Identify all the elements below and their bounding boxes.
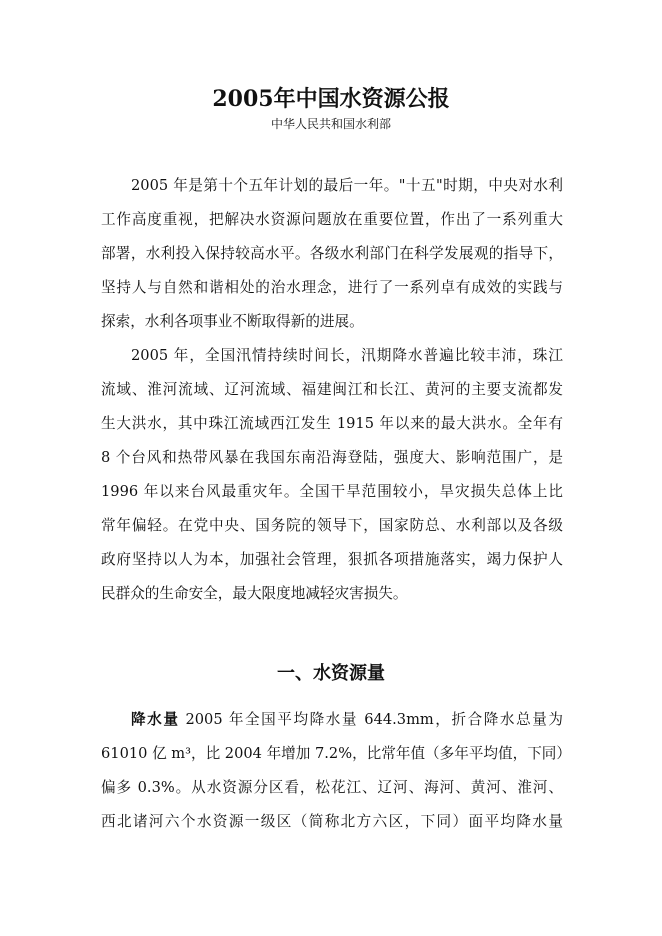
paragraph-precipitation (101, 703, 571, 839)
paragraph-planning-period (101, 169, 563, 339)
paragraph-line: 政府坚持以人为本，加强社会管理，狠抓各项措施落实，竭力保护人 (101, 551, 563, 568)
paragraph-line: 偏多 0.3%。从水资源分区看，松花江、辽河、海河、黄河、淮河、 (101, 779, 563, 796)
section-heading-water-resources: 一、水资源量 (277, 663, 385, 684)
paragraph-flood-season (101, 339, 563, 611)
paragraph-line: 探索，水利各项事业不断取得新的进展。 (101, 313, 364, 330)
paragraph-line: 常年偏轻。在党中央、国务院的领导下，国家防总、水利部以及各级 (101, 517, 563, 534)
paragraph-line: 民群众的生命安全，最大限度地减轻灾害损失。 (101, 585, 408, 602)
paragraph-line: 坚持人与自然和谐相处的治水理念，进行了一系列卓有成效的实践与 (101, 279, 563, 296)
paragraph-line: 2005 年，全国汛情持续时间长，汛期降水普遍比较丰沛，珠江 (131, 347, 563, 364)
paragraph-line: 部署，水利投入保持较高水平。各级水利部门在科学发展观的指导下， (101, 245, 563, 262)
paragraph-line: 西北诸河六个水资源一级区（简称北方六区，下同）面平均降水量 (101, 813, 563, 830)
paragraph-line: 61010 亿 m³，比 2004 年增加 7.2%，比常年值（多年平均值，下同） (101, 745, 571, 762)
document-subtitle: 中华人民共和国水利部 (270, 117, 391, 131)
paragraph-line (101, 703, 563, 737)
term-precipitation: 降水量 (131, 711, 180, 728)
document-title: 2005年中国水资源公报 (212, 86, 450, 112)
paragraph-line-text: 2005 年全国平均降水量 644.3mm，折合降水总量为 (185, 711, 563, 728)
paragraph-line: 8 个台风和热带风暴在我国东南沿海登陆，强度大、影响范围广，是 (101, 449, 563, 466)
paragraph-line: 2005 年是第十个五年计划的最后一年。"十五"时期，中央对水利 (131, 177, 563, 194)
paragraph-line: 1996 年以来台风最重灾年。全国干旱范围较小，旱灾损失总体上比 (101, 483, 563, 500)
paragraph-line: 生大洪水，其中珠江流域西江发生 1915 年以来的最大洪水。全年有 (101, 415, 563, 432)
paragraph-line: 工作高度重视，把解决水资源问题放在重要位置，作出了一系列重大 (101, 211, 563, 228)
paragraph-line: 流域、淮河流域、辽河流域、福建闽江和长江、黄河的主要支流都发 (101, 381, 563, 398)
